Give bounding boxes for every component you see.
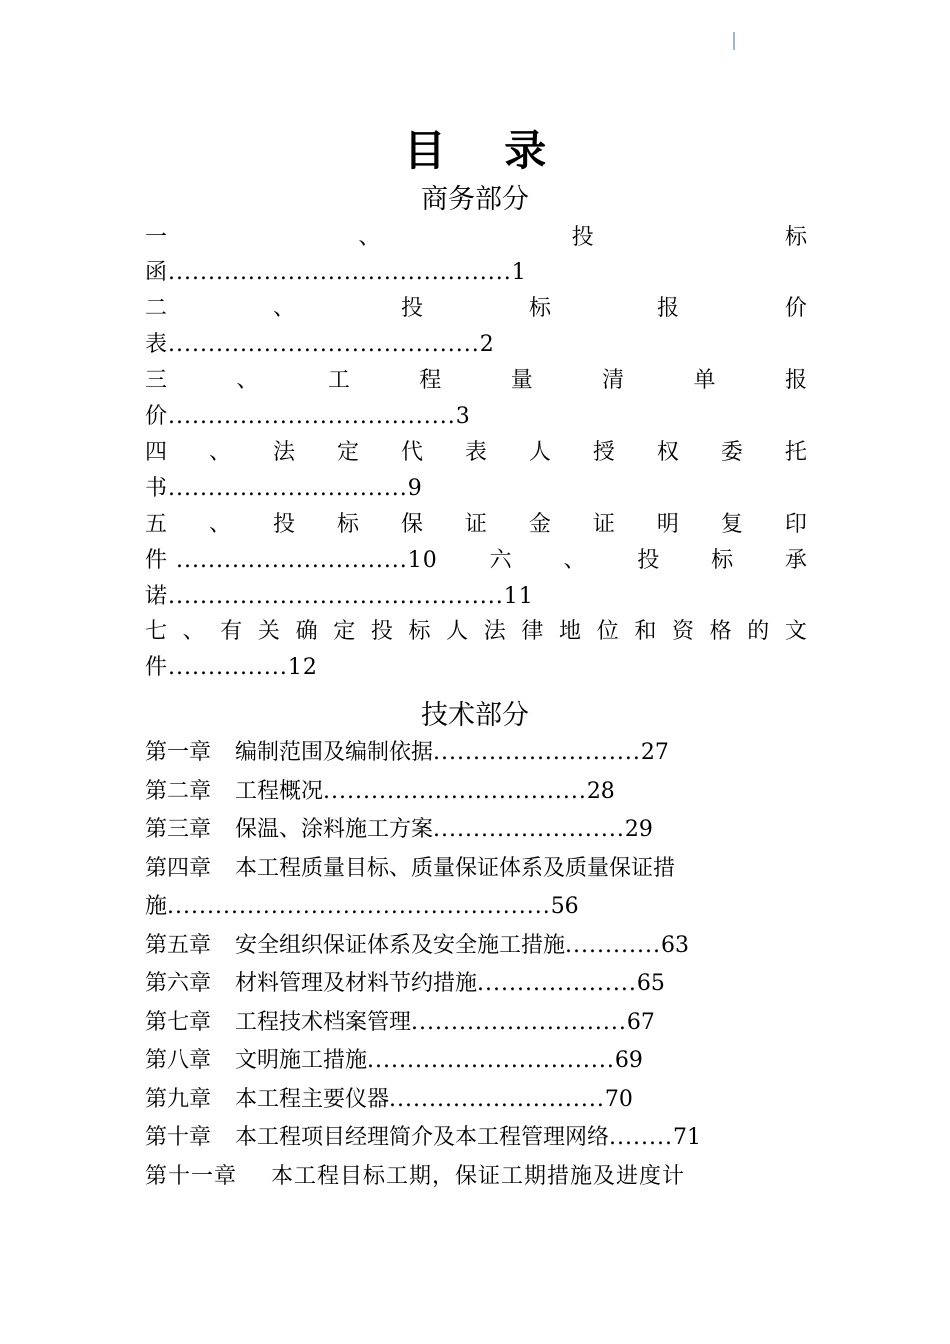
toc-char: 四 (145, 440, 168, 465)
toc-chapter-entry (145, 853, 807, 885)
toc-entry-line (145, 616, 807, 648)
chapter-title: 工程技术档案管理 (235, 1010, 412, 1035)
toc-char: 法 (483, 619, 506, 644)
page-number: 29 (624, 817, 653, 842)
chapter-title: 本工程目标工期，保证工期措施及进度计 (271, 1164, 686, 1189)
toc-chapter-entry (145, 930, 807, 962)
toc-char: 投 (370, 619, 393, 644)
chapter-title: 本工程项目经理简介及本工程管理网络 (235, 1125, 610, 1150)
page-number: 69 (614, 1048, 643, 1073)
chapter-number: 第六章 (145, 971, 212, 996)
toc-char: 量 (510, 368, 533, 393)
toc-chapter-entry (145, 1045, 807, 1077)
chapter-title: 工程概况 (235, 779, 324, 804)
toc-char: 七 (145, 619, 168, 644)
toc-chapter-entry (145, 737, 807, 769)
toc-char: 五 (145, 512, 168, 537)
chapter-number: 第十章 (145, 1125, 212, 1150)
toc-char: 的 (747, 619, 770, 644)
text-cursor-mark (733, 32, 735, 50)
toc-char: 标 (336, 512, 359, 537)
chapter-title: 文明施工措施 (235, 1048, 368, 1073)
chapter-number: 第七章 (145, 1010, 212, 1035)
toc-char: 授 (592, 440, 615, 465)
toc-leader: ........................ (433, 817, 625, 842)
toc-char: 二 (145, 296, 168, 321)
toc-char: 证 (464, 512, 487, 537)
toc-char: 复 (720, 512, 743, 537)
page-number: 56 (550, 894, 579, 919)
chapter-title: 安全组织保证体系及安全施工措施 (235, 933, 566, 958)
toc-char: 六 (489, 548, 512, 573)
toc-char: 报 (784, 368, 807, 393)
toc-char: 权 (656, 440, 679, 465)
toc-chapter-entry (145, 814, 807, 846)
toc-chapter-entry (145, 1122, 807, 1154)
toc-char: 代 (400, 440, 423, 465)
chapter-number: 第四章 (145, 856, 212, 881)
toc-char: 位 (596, 619, 619, 644)
page-number: 63 (660, 933, 689, 958)
toc-char: 有 (220, 619, 243, 644)
toc-leader: ............................... (367, 1048, 615, 1073)
toc-char: 三 (145, 368, 168, 393)
toc-char: 投 (272, 512, 295, 537)
toc-char: 定 (336, 440, 359, 465)
toc-char: 关 (257, 619, 280, 644)
toc-char: 定 (333, 619, 356, 644)
toc-entry-line (145, 222, 807, 254)
page-title: 目 录 (403, 126, 569, 175)
toc-char: 表 (464, 440, 487, 465)
chapter-title: 本工程主要仪器 (235, 1087, 390, 1112)
toc-char: 承 (784, 548, 807, 573)
chapter-number: 第八章 (145, 1048, 212, 1073)
toc-leader-page: 诺..........................................11 (145, 584, 534, 609)
page-number: 67 (626, 1010, 655, 1035)
toc-char: 托 (784, 440, 807, 465)
toc-char: 标 (711, 548, 734, 573)
toc-leader-page: 价....................................3 (145, 404, 471, 429)
toc-char: 和 (634, 619, 657, 644)
toc-leader: .................... (477, 971, 637, 996)
toc-chapter-entry (145, 1007, 807, 1039)
toc-char: 、 (208, 512, 231, 537)
chapter-title: 编制范围及编制依据 (235, 740, 434, 765)
toc-leader-page: 书..............................9 (145, 476, 423, 501)
chapter-number: 第三章 (145, 817, 212, 842)
toc-char: 委 (720, 440, 743, 465)
toc-entry-line (145, 437, 807, 469)
toc-char: 一 (145, 225, 168, 250)
toc-char: 清 (602, 368, 625, 393)
toc-char: 标 (408, 619, 431, 644)
toc-char: 、 (236, 368, 259, 393)
page-number: 70 (604, 1087, 633, 1112)
toc-chapter-entry (145, 1161, 807, 1193)
toc-char: 投 (571, 225, 594, 250)
toc-leader-page: 表.......................................2 (145, 332, 495, 357)
toc-char: 程 (419, 368, 442, 393)
toc-char: 地 (559, 619, 582, 644)
toc-chapter-entry (145, 891, 807, 923)
toc-char: 、 (208, 440, 231, 465)
toc-entry-line (145, 365, 807, 397)
toc-char: 单 (693, 368, 716, 393)
toc-char: 工 (327, 368, 350, 393)
chapter-number: 第十一章 (145, 1164, 238, 1189)
toc-char: 投 (637, 548, 660, 573)
toc-char: 、 (358, 225, 381, 250)
toc-char: 文 (784, 619, 807, 644)
technical-heading: 技术部分 (421, 700, 529, 731)
toc-leader-page: 函...........................................1 (145, 260, 527, 285)
toc-char: 标 (784, 225, 807, 250)
toc-leader: ................................................ (167, 894, 551, 919)
business-heading: 商务部分 (421, 184, 529, 215)
toc-entry-line (145, 293, 807, 325)
toc-leader: ........ (609, 1125, 673, 1150)
toc-char: 证 (592, 512, 615, 537)
toc-leader: ............ (565, 933, 661, 958)
toc-leader-page: 件...............12 (145, 655, 318, 680)
toc-char: 律 (521, 619, 544, 644)
toc-char: 报 (656, 296, 679, 321)
toc-entry-line (145, 509, 807, 541)
toc-char: 资 (671, 619, 694, 644)
chapter-title: 保温、涂料施工方案 (235, 817, 434, 842)
toc-char: 、 (182, 619, 205, 644)
toc-chapter-entry (145, 968, 807, 1000)
toc-leader: ........................... (389, 1087, 605, 1112)
toc-char: 投 (400, 296, 423, 321)
toc-leader-page: 件 .............................10 (145, 548, 438, 573)
toc-char: 金 (528, 512, 551, 537)
toc-char: 人 (446, 619, 469, 644)
chapter-number: 第二章 (145, 779, 212, 804)
chapter-title: 施 (145, 894, 168, 919)
toc-char: 确 (295, 619, 318, 644)
toc-leader: ................................. (323, 779, 587, 804)
toc-char: 法 (272, 440, 295, 465)
toc-char: 保 (400, 512, 423, 537)
chapter-number: 第九章 (145, 1087, 212, 1112)
toc-char: 格 (709, 619, 732, 644)
chapter-number: 第五章 (145, 933, 212, 958)
page-number: 28 (586, 779, 615, 804)
toc-leader: .......................... (433, 740, 641, 765)
chapter-number: 第一章 (145, 740, 212, 765)
toc-char: 、 (563, 548, 586, 573)
chapter-title: 本工程质量目标、质量保证体系及质量保证措 (235, 856, 676, 881)
toc-char: 、 (272, 296, 295, 321)
page-number: 71 (672, 1125, 701, 1150)
toc-char: 明 (656, 512, 679, 537)
toc-chapter-entry (145, 1084, 807, 1116)
chapter-title: 材料管理及材料节约措施 (235, 971, 478, 996)
toc-leader: ........................... (411, 1010, 627, 1035)
page-number: 65 (636, 971, 665, 996)
page-number: 27 (640, 740, 669, 765)
toc-char: 价 (784, 296, 807, 321)
toc-entry-line (145, 545, 807, 577)
toc-char: 标 (528, 296, 551, 321)
toc-char: 人 (528, 440, 551, 465)
toc-char: 印 (784, 512, 807, 537)
toc-chapter-entry (145, 776, 807, 808)
